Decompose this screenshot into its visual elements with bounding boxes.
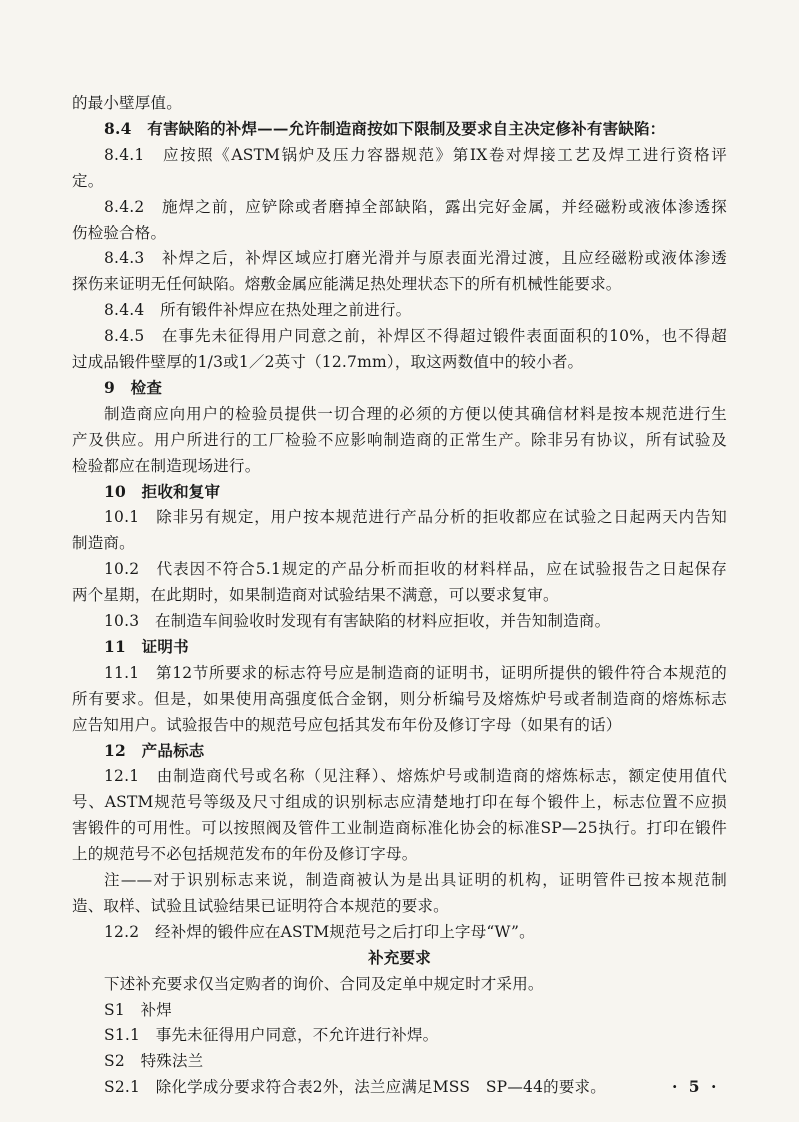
text-line: 产及供应。用户所进行的工厂检验不应影响制造商的正常生产。除非另有协议，所有试验及 xyxy=(72,430,727,449)
text-line: 检验都应在制造现场进行。 xyxy=(72,456,261,475)
clause-10-2: 10.2 代表因不符合5.1规定的产品分析而拒收的材料样品，应在试验报告之日起保存 xyxy=(104,560,727,579)
text-line: 造、取样、试验且试验结果已证明符合本规范的要求。 xyxy=(72,896,449,915)
s1-1: S1.1 事先未征得用户同意，不允许进行补焊。 xyxy=(104,1026,439,1045)
clause-11-1: 11.1 第12节所要求的标志符号应是制造商的证明书，证明所提供的锻件符合本规范的 xyxy=(104,663,727,682)
clause-8-4-3: 8.4.3 补焊之后，补焊区域应打磨光滑并与原表面光滑过渡，且应经磁粉或液体渗透 xyxy=(104,249,727,268)
clause-12-1: 12.1 由制造商代号或名称（见注释）、熔炼炉号或制造商的熔炼标志，额定使用值代 xyxy=(104,767,727,786)
s2-heading: S2 特殊法兰 xyxy=(104,1052,204,1071)
clause-10-3: 10.3 在制造车间验收时发现有有害缺陷的材料应拒收，并告知制造商。 xyxy=(104,612,611,630)
section-9-text: 制造商应向用户的检验员提供一切合理的必须的方便以使其确信材料是按本规范进行生 xyxy=(104,404,727,423)
text-line: 伤检验合格。 xyxy=(72,223,167,242)
supplementary-intro: 下述补充要求仅当定购者的询价、合同及定单中规定时才采用。 xyxy=(104,974,544,993)
section-9-heading: 9 检查 xyxy=(104,377,163,397)
text-line: 号、ASTM规范号等级及尺寸组成的识别标志应清楚地打印在每个锻件上，标志位置不应损 xyxy=(72,793,727,812)
clause-10-1: 10.1 除非另有规定，用户按本规范进行产品分析的拒收都应在试验之日起两天内告知 xyxy=(104,508,727,527)
note: 注——对于识别标志来说，制造商被认为是出具证明的机构，证明管件已按本规范制 xyxy=(104,871,727,889)
section-10-heading: 10 拒收和复审 xyxy=(104,481,221,501)
section-11-heading: 11 证明书 xyxy=(104,636,189,656)
text-line: 应告知用户。试验报告中的规范号应包括其发布年份及修订字母（如果有的话） xyxy=(72,715,622,734)
clause-8-4-1: 8.4.1 应按照《ASTM锅炉及压力容器规范》第IX卷对焊接工艺及焊工进行资格评 xyxy=(104,145,727,164)
section-12-heading: 12 产品标志 xyxy=(104,740,205,760)
text-line: 制造商。 xyxy=(72,534,135,553)
clause-8-4-4: 8.4.4 所有锻件补焊应在热处理之前进行。 xyxy=(104,301,412,320)
text-line: 两个星期，在此期时，如果制造商对试验结果不满意，可以要求复审。 xyxy=(72,586,559,605)
s2-1: S2.1 除化学成分要求符合表2外，法兰应满足MSS SP—44的要求。 xyxy=(104,1078,606,1097)
text-line: 所有要求。但是，如果使用高强度低合金钢，则分析编号及熔炼炉号或者制造商的熔炼标志 xyxy=(72,689,727,708)
text-line: 害锻件的可用性。可以按照阀及管件工业制造商标准化协会的标准SP—25执行。打印在锻件 xyxy=(72,819,727,838)
supplementary-title: 补充要求 xyxy=(368,947,431,967)
text-line: 定。 xyxy=(72,171,104,190)
text-line: 上的规范号不必包括规范发布的年份及修订字母。 xyxy=(72,845,418,864)
text-line: 的最小壁厚值。 xyxy=(72,94,182,112)
text-line: 探伤来证明无任何缺陷。熔敷金属应能满足热处理状态下的所有机械性能要求。 xyxy=(72,275,622,294)
clause-8-4-5: 8.4.5 在事先未征得用户同意之前，补焊区不得超过锻件表面面积的10%，也不得超 xyxy=(104,327,727,346)
clause-12-2: 12.2 经补焊的锻件应在ASTM规范号之后打印上字母“W”。 xyxy=(104,922,535,941)
page-number: · 5 · xyxy=(672,1077,720,1097)
clause-8-4: 8.4 有害缺陷的补焊——允许制造商按如下限制及要求自主决定修补有害缺陷： xyxy=(104,118,666,138)
clause-8-4-2: 8.4.2 施焊之前，应铲除或者磨掉全部缺陷，露出完好金属，并经磁粉或液体渗透探 xyxy=(104,197,727,216)
s1-heading: S1 补焊 xyxy=(104,1000,172,1019)
text-line: 过成品锻件壁厚的1/3或1／2英寸（12.7mm），取这两数值中的较小者。 xyxy=(72,353,584,371)
